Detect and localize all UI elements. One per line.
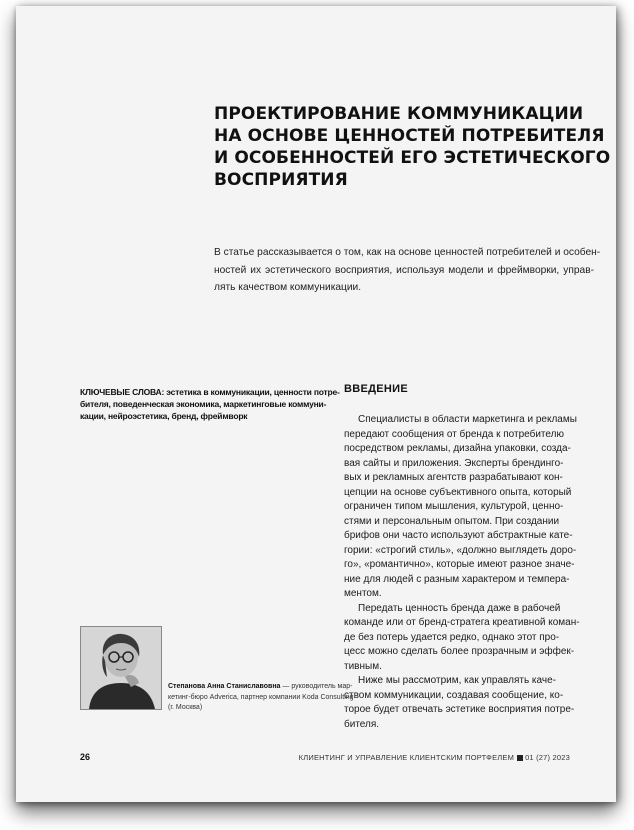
body-line: бителя. (344, 718, 380, 730)
body-line: вых и рекламных агентств разрабатывают кон- (344, 472, 563, 483)
author-photo (80, 626, 162, 710)
body-line: ограничен типом мышления, культурой, ценно- (344, 501, 564, 512)
author-line (168, 682, 353, 693)
keywords-text: эстетика в коммуникации, ценности потре- (164, 387, 340, 397)
body-line: посредством рекламы, дизайна упаковки, созда- (344, 443, 571, 454)
body-line: де без потерь удается редко, однако этот про- (344, 631, 560, 643)
title-line: НА ОСНОВЕ ЦЕННОСТЕЙ ПОТРЕБИТЕЛЯ (214, 126, 605, 146)
title-line: И ОСОБЕННОСТЕЙ ЕГО ЭСТЕТИЧЕСКОГО (214, 148, 611, 168)
body-line: го», «романтично», которые имеют разное значе- (344, 559, 575, 570)
abstract-line: лять качеством коммуникации. (214, 282, 362, 293)
body-line: передают сообщения от бренда к потребителю (344, 428, 564, 440)
body-line: цепции на основе субъективного опыта, который (344, 486, 572, 498)
abstract-line: В статье рассказывается о том, как на основе ценностей потребителей и особен- (214, 247, 601, 258)
keywords-line: кации, нейроэстетика, бренд, фреймворк (80, 411, 248, 421)
journal-name: КЛИЕНТИНГ И УПРАВЛЕНИЕ КЛИЕНТСКИМ ПОРТФЕЛЕМ (298, 753, 515, 762)
article-title (214, 103, 611, 191)
page-number: 26 (80, 752, 91, 762)
abstract-line: ностей их эстетического восприятия, используя модели и фреймворки, управ- (214, 264, 594, 276)
body-line: тивным. (344, 660, 382, 672)
keywords-block (80, 386, 340, 422)
square-bullet-icon (517, 755, 523, 761)
author-info (168, 682, 354, 714)
author-line: кетинг-бюро Adverica, партнер компании Koda Consulting (168, 693, 354, 701)
magazine-page (16, 6, 616, 802)
body-line: брифов они часто используют абстрактные кате- (344, 530, 573, 541)
keywords-line (80, 386, 340, 398)
article-body (344, 413, 592, 732)
author-name: Степанова Анна Станиславовна (168, 683, 281, 690)
section-heading: ВВЕДЕНИЕ (344, 383, 408, 395)
body-line: вая сайты и приложения. Эксперты брендинго- (344, 457, 564, 469)
body-line: гории: «строгий стиль», «должно выглядеть доро- (344, 544, 577, 556)
keywords-label: КЛЮЧЕВЫЕ СЛОВА: (80, 387, 165, 397)
author-line: (г. Москва) (168, 704, 203, 711)
journal-footer (299, 753, 570, 762)
journal-issue: 01 (27) 2023 (525, 753, 570, 762)
title-line: ВОСПРИЯТИЯ (214, 170, 348, 190)
keywords-line: бителя, поведенческая экономика, маркетинговые коммуни- (80, 399, 327, 409)
article-abstract (214, 244, 601, 297)
body-line: команде или от бренд-стратега креативной коман- (344, 617, 580, 628)
author-portrait-image (81, 627, 161, 709)
author-role: — руководитель мар- (280, 683, 353, 690)
body-line: ством коммуникации, создавая сообщение, ко- (344, 689, 564, 701)
body-line: стями и персональным опытом. При создании (344, 515, 560, 527)
body-line: ние для людей с разным характером и темпера- (344, 573, 570, 585)
body-line: Ниже мы рассмотрим, как управлять каче- (358, 675, 556, 686)
body-line: торое будет отвечать эстетике восприятия потре- (344, 704, 575, 715)
body-line: цесс можно сделать более прозрачным и эффек- (344, 646, 575, 657)
title-line: ПРОЕКТИРОВАНИЕ КОММУНИКАЦИИ (214, 104, 584, 124)
body-line: Передать ценность бренда даже в рабочей (358, 602, 561, 614)
body-line: ментом. (344, 588, 382, 599)
body-line: Специалисты в области маркетинга и рекламы (358, 414, 577, 425)
